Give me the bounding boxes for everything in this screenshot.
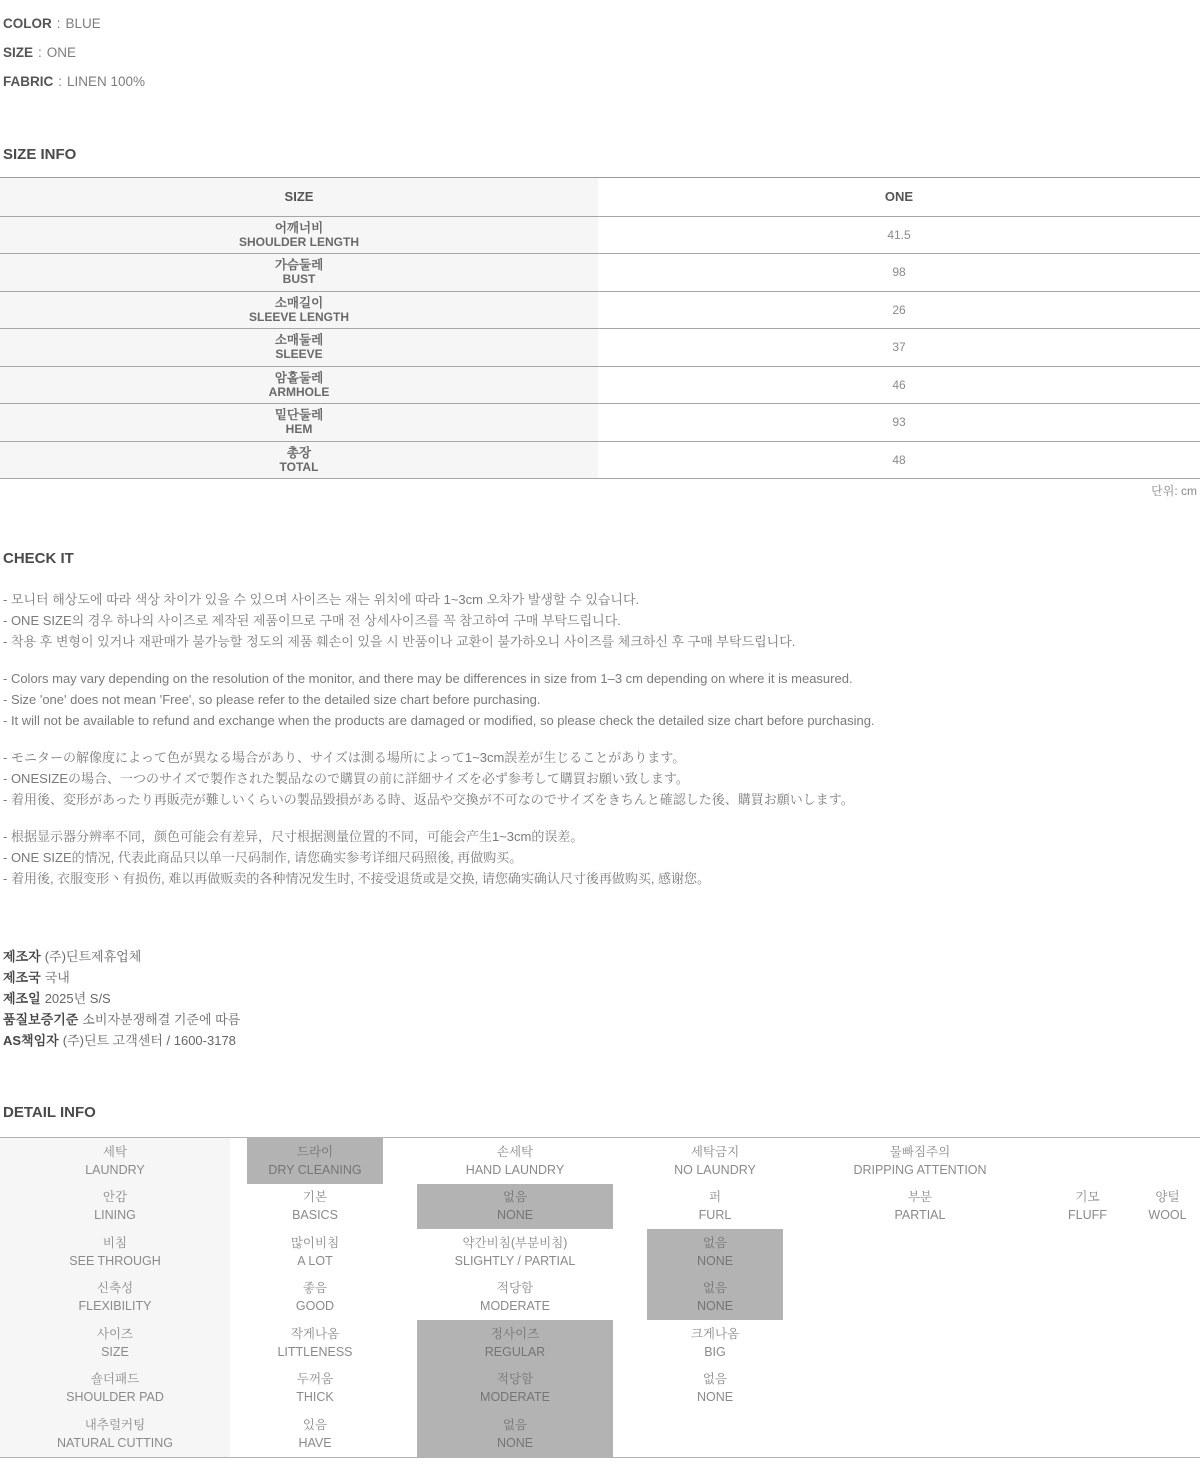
detail-cell-label-en: FLEXIBILITY [78, 1299, 152, 1314]
size-table-row-armhole [0, 366, 1200, 404]
unit-note: 단위: cm [1151, 484, 1197, 498]
size-table-row-shoulder [0, 216, 1200, 254]
mfg-line-as [3, 1030, 1197, 1051]
detail-cell-label-kr: 크게나옴 [690, 1326, 740, 1341]
mfg-label: AS책임자 [3, 1033, 59, 1048]
detail-cell-label-kr: 없음 [502, 1190, 528, 1205]
detail-cell-label-en: NONE [496, 1435, 534, 1450]
check-note-line: - It will not be available to refund and exchange when the products are damaged or modified, so please check the detailed size chart before purchasing. [3, 713, 875, 728]
attr-fabric-label: FABRIC [3, 74, 54, 89]
check-note-line: - 根据显示器分辨率不同，颜色可能会有差异，尺寸根据测量位置的不同，可能会产生1~3cm的误差。 [3, 829, 584, 844]
detail-cell-label-kr: 작게나옴 [290, 1326, 340, 1341]
detail-cell-label-en: SEE THROUGH [69, 1253, 161, 1268]
check-it-title: CHECK IT [3, 550, 74, 567]
detail-cell-label-kr: 많이비침 [290, 1235, 340, 1250]
attr-separator: : [58, 74, 63, 89]
size-label-kr: 암홀둘레 [274, 370, 324, 385]
mfg-value: (주)딘트제휴업체 [44, 949, 142, 964]
size-info-title: SIZE INFO [3, 146, 77, 163]
size-label-kr: 소매둘레 [274, 333, 324, 348]
mfg-value: 2025년 S/S [44, 991, 111, 1006]
check-note-line: - Colors may vary depending on the resolution of the monitor, and there may be differences in size from 1–3 cm depending on where it is measured. [3, 671, 853, 686]
detail-cell-label-kr: 손세탁 [496, 1144, 534, 1159]
check-note-line: - 모니터 해상도에 따라 색상 차이가 있을 수 있으며 사이즈는 재는 위치에 따라 1~3cm 오차가 발생할 수 있습니다. [3, 592, 640, 607]
detail-option-cell [400, 1138, 630, 1184]
detail-cell-label-kr: 두꺼움 [296, 1372, 334, 1387]
detail-cell-label-en: BIG [704, 1344, 726, 1359]
detail-cell-label-en: DRIPPING ATTENTION [853, 1162, 987, 1177]
detail-cell-label-kr: 기모 [1075, 1190, 1100, 1205]
mfg-line-date [3, 988, 1197, 1009]
detail-cell-label-kr: 부분 [907, 1190, 933, 1205]
detail-cell-label-en: GOOD [295, 1299, 335, 1314]
detail-category-cell [0, 1320, 230, 1366]
detail-cell-label-en: MODERATE [480, 1299, 550, 1314]
size-label-kr: 총장 [286, 445, 312, 460]
detail-info-title: DETAIL INFO [3, 1104, 96, 1121]
detail-option-cell-selected [417, 1320, 613, 1366]
check-note-group-korean [0, 589, 1200, 652]
size-table [0, 177, 1200, 479]
detail-option-cell [630, 1320, 800, 1366]
check-note-line: - 着用後、変形があったり再販売が難しいくらいの製品毀損がある時、返品や交換が不可なのでサイズをきちんと確認した後、購買お願いします。 [3, 792, 854, 807]
detail-cell-label-kr: 신축성 [96, 1281, 134, 1296]
check-note-line: - 착용 후 변형이 있거나 재판매가 불가능할 정도의 제품 훼손이 있을 시 반품이나 교환이 불가하오니 사이즈를 체크하신 후 구매 부탁드립니다. [3, 634, 796, 649]
detail-category-cell [0, 1184, 230, 1230]
attr-separator: : [56, 16, 61, 31]
detail-option-cell-selected [417, 1366, 613, 1412]
detail-cell-label-en: HAND LAUNDRY [465, 1162, 565, 1177]
detail-option-cell [800, 1184, 1040, 1230]
detail-option-cell [230, 1366, 400, 1412]
check-note-line: - ONE SIZE의 경우 하나의 사이즈로 제작된 제품이므로 구매 전 상세사이즈를 꼭 참고하여 구매 부탁드립니다. [3, 613, 621, 628]
size-label-en: SHOULDER LENGTH [239, 234, 359, 249]
detail-cell-label-en: LAUNDRY [85, 1162, 145, 1177]
mfg-label: 제조일 [3, 991, 41, 1006]
detail-option-cell [400, 1275, 630, 1321]
detail-cell-label-kr: 숄더패드 [90, 1372, 140, 1387]
detail-cell-label-kr: 적당함 [496, 1281, 534, 1296]
detail-cell-label-kr: 없음 [702, 1372, 728, 1387]
detail-option-cell [800, 1138, 1040, 1184]
detail-cell-label-en: WOOL [1148, 1208, 1187, 1223]
detail-option-cell-selected [417, 1184, 613, 1230]
detail-cell-label-en: NONE [696, 1299, 734, 1314]
detail-cell-label-kr: 내추럴커팅 [84, 1417, 146, 1432]
detail-cell-label-en: NONE [696, 1390, 734, 1405]
size-label-en: ARMHOLE [268, 384, 330, 399]
detail-cell-label-kr: 없음 [502, 1417, 528, 1432]
mfg-line-country [3, 967, 1197, 988]
size-label-kr: 밑단둘레 [274, 408, 324, 423]
detail-cell-label-kr: 기본 [302, 1190, 328, 1205]
size-label-en: BUST [282, 272, 316, 287]
detail-category-cell [0, 1229, 230, 1275]
size-label-kr: 어깨너비 [274, 220, 324, 235]
detail-option-cell [630, 1184, 800, 1230]
detail-cell-label-en: NO LAUNDRY [674, 1162, 756, 1177]
detail-option-cell-selected [647, 1229, 783, 1275]
detail-cell-label-kr: 없음 [702, 1235, 728, 1250]
size-row-value: 41.5 [887, 227, 911, 242]
detail-option-cell [230, 1320, 400, 1366]
attr-color-label: COLOR [3, 16, 52, 31]
mfg-label: 품질보증기준 [3, 1012, 79, 1027]
check-note-line: - Size 'one' does not mean 'Free', so please refer to the detailed size chart before purchasing. [3, 692, 541, 707]
detail-cell-label-kr: 세탁 [102, 1144, 128, 1159]
size-row-label [0, 217, 598, 254]
detail-cell-label-en: LITTLENESS [277, 1344, 353, 1359]
manufacturer-info [0, 946, 1200, 1051]
size-row-label [0, 442, 598, 479]
detail-cell-label-en: DRY CLEANING [268, 1162, 362, 1177]
size-label-kr: 소매길이 [274, 295, 324, 310]
detail-cell-label-en: REGULAR [484, 1344, 546, 1359]
attr-color [3, 9, 1197, 38]
size-label-kr: 가슴둘레 [274, 258, 324, 273]
size-row-value: 93 [892, 415, 906, 430]
detail-option-cell [630, 1138, 800, 1184]
detail-option-cell [230, 1184, 400, 1230]
attr-fabric [3, 67, 1197, 96]
detail-cell-label-kr: 안감 [102, 1190, 128, 1205]
size-header-label-cell [0, 178, 598, 216]
size-table-row-hem [0, 403, 1200, 441]
detail-cell-label-en: NATURAL CUTTING [57, 1435, 173, 1450]
detail-option-cell [400, 1229, 630, 1275]
detail-cell-label-kr: 비침 [102, 1235, 128, 1250]
detail-table [0, 1137, 1200, 1458]
size-row-label [0, 404, 598, 441]
size-header-value: ONE [884, 189, 914, 205]
size-row-value: 98 [892, 265, 906, 280]
size-header-label: SIZE [284, 189, 314, 205]
detail-cell-label-kr: 있음 [302, 1417, 328, 1432]
detail-option-cell-selected [417, 1411, 613, 1457]
detail-cell-label-kr: 물빠짐주의 [889, 1144, 951, 1159]
detail-cell-label-en: THICK [296, 1390, 334, 1405]
size-row-label [0, 292, 598, 329]
check-note-group-japanese [0, 747, 1200, 810]
detail-cell-label-en: SIZE [101, 1344, 129, 1359]
attr-fabric-value: LINEN 100% [67, 74, 146, 89]
mfg-line-warranty [3, 1009, 1197, 1030]
detail-option-cell [1135, 1184, 1200, 1230]
size-table-row-sleeve-length [0, 291, 1200, 329]
detail-option-cell [1040, 1184, 1135, 1230]
check-note-line: - ONE SIZE的情况, 代表此商品只以单一尺码制作, 请您确实参考详细尺码照後, 再做购买。 [3, 850, 523, 865]
detail-category-cell [0, 1138, 230, 1184]
detail-cell-label-en: NONE [696, 1253, 734, 1268]
size-row-label [0, 367, 598, 404]
size-label-en: SLEEVE [275, 347, 323, 362]
size-label-en: TOTAL [279, 459, 319, 474]
attr-size-value: ONE [46, 45, 77, 60]
mfg-label: 제조국 [3, 970, 41, 985]
size-row-value: 48 [892, 452, 906, 467]
check-note-line: - 着用後, 衣服变形丶有损伤, 难以再做贩卖的各种情况发生时, 不接受退货或是交换, 请您确实确认尺寸後再做购买, 感谢您。 [3, 871, 711, 886]
detail-cell-label-en: SLIGHTLY / PARTIAL [454, 1253, 576, 1268]
detail-cell-label-kr: 정사이즈 [490, 1326, 540, 1341]
detail-cell-label-en: NONE [496, 1208, 534, 1223]
size-table-row-total [0, 441, 1200, 479]
detail-option-cell [230, 1411, 400, 1457]
detail-category-cell [0, 1366, 230, 1412]
check-note-line: - モニターの解像度によって色が異なる場合があり、サイズは測る場所によって1~3cm誤差が生じることがあります。 [3, 750, 686, 765]
size-row-value: 26 [892, 302, 906, 317]
size-row-label [0, 329, 598, 366]
check-note-line: - ONESIZEの場合、一つのサイズで製作された製品なので購買の前に詳細サイズを必ず参考して購買お願い致します。 [3, 771, 689, 786]
size-row-value: 46 [892, 377, 906, 392]
mfg-value: 국내 [44, 970, 70, 985]
attr-size-label: SIZE [3, 45, 34, 60]
detail-cell-label-en: SHOULDER PAD [66, 1390, 164, 1405]
detail-cell-label-en: PARTIAL [894, 1208, 946, 1223]
detail-cell-label-kr: 양털 [1155, 1190, 1180, 1205]
detail-option-cell-selected [647, 1275, 783, 1321]
check-note-group-chinese [0, 826, 1200, 889]
size-row-label [0, 254, 598, 291]
detail-cell-label-kr: 없음 [702, 1281, 728, 1296]
attr-separator: : [38, 45, 42, 60]
size-table-row-bust [0, 253, 1200, 291]
size-table-row-sleeve [0, 328, 1200, 366]
size-table-header-row [0, 178, 1200, 216]
mfg-label: 제조자 [3, 949, 41, 964]
check-note-group-english [0, 668, 1200, 731]
detail-cell-label-kr: 세탁금지 [690, 1144, 740, 1159]
mfg-line-maker [3, 946, 1197, 967]
detail-cell-label-kr: 적당함 [496, 1372, 534, 1387]
attr-size [3, 38, 1197, 67]
detail-cell-label-en: A LOT [297, 1253, 333, 1268]
mfg-value: (주)딘트 고객센터 / 1600-3178 [62, 1033, 236, 1048]
detail-category-cell [0, 1275, 230, 1321]
detail-cell-label-en: FURL [698, 1208, 732, 1223]
detail-cell-label-en: LINING [94, 1208, 136, 1223]
attr-color-value: BLUE [65, 16, 101, 31]
detail-cell-label-en: MODERATE [480, 1390, 550, 1405]
detail-cell-label-kr: 퍼 [708, 1190, 722, 1205]
detail-option-cell [230, 1275, 400, 1321]
mfg-value: 소비자분쟁해결 기준에 따름 [82, 1012, 241, 1027]
detail-option-cell [230, 1229, 400, 1275]
detail-cell-label-kr: 사이즈 [96, 1326, 134, 1341]
product-attributes [0, 0, 1200, 96]
detail-cell-label-en: BASICS [292, 1208, 338, 1223]
detail-cell-label-en: FLUFF [1068, 1208, 1107, 1223]
detail-cell-label-kr: 약간비침(부분비침) [462, 1235, 568, 1250]
size-label-en: HEM [285, 422, 313, 437]
size-row-value: 37 [892, 340, 906, 355]
detail-category-cell [0, 1411, 230, 1457]
detail-cell-label-en: HAVE [298, 1435, 332, 1450]
detail-option-cell-selected [247, 1138, 383, 1184]
size-label-en: SLEEVE LENGTH [248, 309, 349, 324]
detail-cell-label-kr: 좋음 [302, 1281, 328, 1296]
detail-option-cell [630, 1366, 800, 1412]
detail-cell-label-kr: 드라이 [296, 1144, 334, 1159]
